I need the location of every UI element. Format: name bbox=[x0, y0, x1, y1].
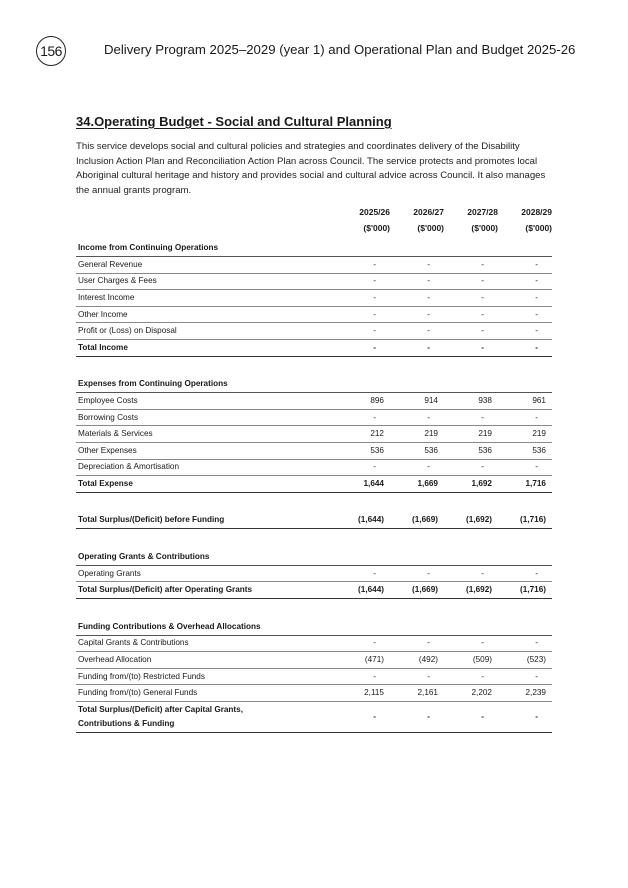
row-label-cell: General Revenue bbox=[76, 256, 336, 273]
spacer-row bbox=[76, 356, 552, 377]
row-label-cell bbox=[76, 356, 552, 377]
value-cell: 536 bbox=[390, 442, 444, 459]
value-cell: - bbox=[336, 459, 390, 476]
surplus-after-capital-label-line1: Total Surplus/(Deficit) after Capital Grants, bbox=[78, 704, 243, 714]
table-row bbox=[76, 459, 552, 476]
operating-budget-table bbox=[76, 204, 552, 733]
table-row bbox=[76, 409, 552, 426]
value-cell: 2,202 bbox=[444, 685, 498, 702]
grants-section-heading bbox=[76, 549, 552, 565]
value-cell: - bbox=[498, 256, 552, 273]
row-label-cell bbox=[76, 529, 552, 550]
value-cell: - bbox=[498, 323, 552, 340]
row-label-cell: Employee Costs bbox=[76, 393, 336, 410]
row-label-cell: Profit or (Loss) on Disposal bbox=[76, 323, 336, 340]
value-cell: 896 bbox=[336, 393, 390, 410]
row-label-cell: Funding Contributions & Overhead Allocations bbox=[76, 619, 552, 635]
value-cell: - bbox=[336, 256, 390, 273]
value-cell: (1,669) bbox=[390, 582, 444, 599]
page-header bbox=[36, 36, 608, 66]
row-label-cell: Capital Grants & Contributions bbox=[76, 635, 336, 652]
row-label-cell: Interest Income bbox=[76, 290, 336, 307]
value-cell: (1,716) bbox=[498, 513, 552, 529]
value-cell: - bbox=[444, 459, 498, 476]
value-cell: - bbox=[336, 409, 390, 426]
value-cell: (1,716) bbox=[498, 582, 552, 599]
value-cell: 219 bbox=[444, 426, 498, 443]
row-label-cell bbox=[76, 492, 552, 513]
value-cell: - bbox=[444, 668, 498, 685]
row-label-cell: Depreciation & Amortisation bbox=[76, 459, 336, 476]
value-cell: - bbox=[336, 702, 390, 733]
total-income-row bbox=[76, 339, 552, 356]
row-label-cell: Total Income bbox=[76, 339, 336, 356]
row-label-cell: Funding from/(to) General Funds bbox=[76, 685, 336, 702]
value-cell: - bbox=[390, 565, 444, 582]
column-header-2027-28: 2027/28 ($'000) bbox=[467, 207, 498, 234]
row-label-cell bbox=[76, 599, 552, 620]
table-row bbox=[76, 393, 552, 410]
value-cell: - bbox=[444, 635, 498, 652]
value-cell: - bbox=[498, 635, 552, 652]
value-cell: - bbox=[498, 290, 552, 307]
value-cell: - bbox=[390, 273, 444, 290]
value-cell: - bbox=[498, 273, 552, 290]
value-cell: (1,669) bbox=[390, 513, 444, 529]
value-cell: 914 bbox=[390, 393, 444, 410]
table-row bbox=[76, 290, 552, 307]
value-cell: (523) bbox=[498, 652, 552, 669]
page-number: 156 bbox=[36, 36, 66, 66]
spacer-row bbox=[76, 529, 552, 550]
table-row bbox=[76, 426, 552, 443]
value-cell: - bbox=[444, 273, 498, 290]
value-cell: (1,692) bbox=[444, 582, 498, 599]
table-row bbox=[76, 306, 552, 323]
column-header-2026-27: 2026/27 ($'000) bbox=[413, 207, 444, 234]
value-cell: - bbox=[444, 306, 498, 323]
row-label-cell: Expenses from Continuing Operations bbox=[76, 377, 552, 393]
value-cell: (1,644) bbox=[336, 513, 390, 529]
value-cell: 2,161 bbox=[390, 685, 444, 702]
value-cell: - bbox=[498, 702, 552, 733]
value-cell: - bbox=[444, 323, 498, 340]
value-cell: (1,644) bbox=[336, 582, 390, 599]
value-cell: - bbox=[444, 256, 498, 273]
row-label-cell: Total Expense bbox=[76, 476, 336, 493]
value-cell: - bbox=[336, 290, 390, 307]
value-cell: 1,716 bbox=[498, 476, 552, 493]
expenses-section-heading bbox=[76, 377, 552, 393]
table-row bbox=[76, 273, 552, 290]
row-label-cell: Operating Grants & Contributions bbox=[76, 549, 552, 565]
value-cell: 219 bbox=[498, 426, 552, 443]
value-cell: 1,669 bbox=[390, 476, 444, 493]
value-cell: - bbox=[390, 256, 444, 273]
value-cell: - bbox=[390, 290, 444, 307]
value-cell: - bbox=[390, 459, 444, 476]
value-cell: (492) bbox=[390, 652, 444, 669]
row-label-cell bbox=[76, 702, 336, 733]
table-row bbox=[76, 652, 552, 669]
row-label-cell: Borrowing Costs bbox=[76, 409, 336, 426]
value-cell: - bbox=[390, 306, 444, 323]
value-cell: - bbox=[390, 409, 444, 426]
table-row bbox=[76, 565, 552, 582]
value-cell: - bbox=[498, 459, 552, 476]
value-cell: 212 bbox=[336, 426, 390, 443]
row-label-cell: Other Income bbox=[76, 306, 336, 323]
value-cell: - bbox=[336, 323, 390, 340]
value-cell: - bbox=[336, 306, 390, 323]
budget-section bbox=[76, 114, 552, 733]
value-cell: - bbox=[336, 565, 390, 582]
value-cell: - bbox=[390, 702, 444, 733]
row-label-cell: Total Surplus/(Deficit) before Funding bbox=[76, 513, 336, 529]
row-label-cell: Funding from/(to) Restricted Funds bbox=[76, 668, 336, 685]
value-cell: - bbox=[498, 565, 552, 582]
header-label-cell bbox=[76, 204, 336, 240]
surplus-after-grants-row bbox=[76, 582, 552, 599]
value-cell: - bbox=[498, 409, 552, 426]
value-cell: - bbox=[390, 339, 444, 356]
value-cell: 536 bbox=[336, 442, 390, 459]
value-cell: 1,692 bbox=[444, 476, 498, 493]
table-header-row bbox=[76, 204, 552, 240]
section-title: 34.Operating Budget - Social and Cultural Planning bbox=[76, 114, 392, 129]
value-cell: - bbox=[444, 290, 498, 307]
value-cell: 1,644 bbox=[336, 476, 390, 493]
table-row bbox=[76, 635, 552, 652]
column-header-2025-26: 2025/26 ($'000) bbox=[359, 207, 390, 234]
table-row bbox=[76, 668, 552, 685]
row-label-cell: User Charges & Fees bbox=[76, 273, 336, 290]
row-label-cell: Operating Grants bbox=[76, 565, 336, 582]
value-cell: - bbox=[444, 409, 498, 426]
spacer-row bbox=[76, 492, 552, 513]
funding-section-heading bbox=[76, 619, 552, 635]
table-row bbox=[76, 323, 552, 340]
row-label-cell: Income from Continuing Operations bbox=[76, 240, 552, 256]
value-cell: - bbox=[336, 339, 390, 356]
value-cell: - bbox=[336, 635, 390, 652]
row-label-cell: Other Expenses bbox=[76, 442, 336, 459]
value-cell: - bbox=[390, 323, 444, 340]
section-description: This service develops social and cultural policies and strategies and coordinates delivery of the Disability Inclusion Action Plan and Reconciliation Action Plan across Council. The service protects and promotes local Aboriginal cultural heritage and history and provides social and cultural advice across Council. It also manages the annual grants program. bbox=[76, 141, 546, 196]
value-cell: - bbox=[498, 339, 552, 356]
value-cell: - bbox=[390, 635, 444, 652]
row-label-cell: Total Surplus/(Deficit) after Operating Grants bbox=[76, 582, 336, 599]
value-cell: 219 bbox=[390, 426, 444, 443]
row-label-cell: Materials & Services bbox=[76, 426, 336, 443]
value-cell: 536 bbox=[498, 442, 552, 459]
value-cell: 2,115 bbox=[336, 685, 390, 702]
value-cell: 2,239 bbox=[498, 685, 552, 702]
value-cell: (471) bbox=[336, 652, 390, 669]
value-cell: - bbox=[336, 668, 390, 685]
value-cell: - bbox=[444, 565, 498, 582]
row-label-cell: Overhead Allocation bbox=[76, 652, 336, 669]
column-header-2028-29: 2028/29 ($'000) bbox=[521, 207, 552, 234]
value-cell: 961 bbox=[498, 393, 552, 410]
value-cell: - bbox=[390, 668, 444, 685]
value-cell: - bbox=[498, 306, 552, 323]
value-cell: 938 bbox=[444, 393, 498, 410]
spacer-row bbox=[76, 599, 552, 620]
value-cell: - bbox=[336, 273, 390, 290]
surplus-before-funding-row bbox=[76, 513, 552, 529]
income-section-heading bbox=[76, 240, 552, 256]
value-cell: - bbox=[444, 339, 498, 356]
surplus-after-capital-label-line2: Contributions & Funding bbox=[78, 719, 175, 729]
surplus-after-capital-row bbox=[76, 702, 552, 733]
table-row bbox=[76, 256, 552, 273]
document-title: Delivery Program 2025–2029 (year 1) and Operational Plan and Budget 2025-26 bbox=[104, 42, 576, 57]
value-cell: - bbox=[444, 702, 498, 733]
value-cell: 536 bbox=[444, 442, 498, 459]
total-expense-row bbox=[76, 476, 552, 493]
table-row bbox=[76, 442, 552, 459]
value-cell: (509) bbox=[444, 652, 498, 669]
value-cell: - bbox=[498, 668, 552, 685]
table-row bbox=[76, 685, 552, 702]
value-cell: (1,692) bbox=[444, 513, 498, 529]
